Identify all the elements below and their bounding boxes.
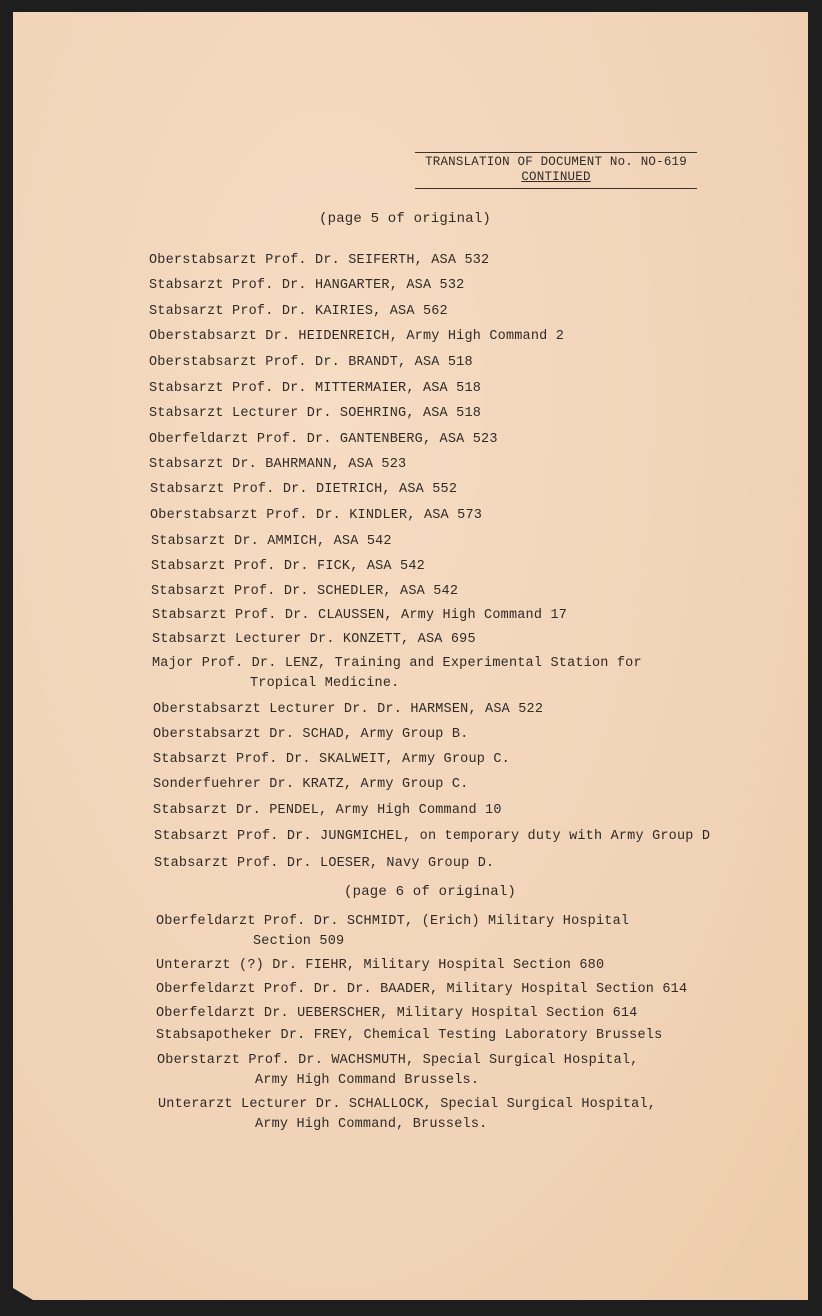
list-item: Oberstabsarzt Prof. Dr. BRANDT, ASA 518	[149, 355, 473, 370]
page-5-marker: (page 5 of original)	[319, 211, 492, 227]
list-item: Stabsarzt Lecturer Dr. KONZETT, ASA 695	[152, 632, 476, 647]
list-item: Stabsarzt Dr. AMMICH, ASA 542	[151, 534, 392, 549]
list-item: Stabsarzt Prof. Dr. CLAUSSEN, Army High Command 17	[152, 608, 568, 623]
list-item: Oberfeldarzt Prof. Dr. Dr. BAADER, Military Hospital Section 614	[156, 982, 688, 997]
list-item: Stabsarzt Prof. Dr. DIETRICH, ASA 552	[150, 482, 458, 497]
header-bottom-rule	[415, 188, 697, 189]
list-item: Oberstabsarzt Dr. HEIDENREICH, Army High Command 2	[149, 329, 565, 344]
list-item: Stabsarzt Prof. Dr. LOESER, Navy Group D.	[154, 856, 495, 871]
document-header	[415, 152, 697, 189]
list-item: Oberstabsarzt Dr. SCHAD, Army Group B.	[153, 727, 469, 742]
header-top-rule	[415, 152, 697, 153]
list-item: Major Prof. Dr. LENZ, Training and Experimental Station for	[152, 656, 642, 671]
list-item: Unterarzt Lecturer Dr. SCHALLOCK, Special Surgical Hospital,	[158, 1097, 657, 1112]
list-item: Sonderfuehrer Dr. KRATZ, Army Group C.	[153, 777, 469, 792]
list-item-continuation: Army High Command, Brussels.	[255, 1117, 488, 1132]
header-title: TRANSLATION OF DOCUMENT No. NO-619	[425, 155, 687, 169]
list-item: Oberstabsarzt Prof. Dr. KINDLER, ASA 573	[150, 508, 483, 523]
header-subtitle: CONTINUED	[521, 170, 591, 184]
list-item: Oberstabsarzt Lecturer Dr. Dr. HARMSEN, ASA 522	[153, 702, 544, 717]
list-item: Stabsarzt Prof. Dr. JUNGMICHEL, on temporary duty with Army Group D	[154, 829, 711, 844]
document-page	[13, 12, 808, 1300]
list-item: Oberfeldarzt Prof. Dr. SCHMIDT, (Erich) Military Hospital	[156, 914, 630, 929]
list-item-continuation: Army High Command Brussels.	[255, 1073, 480, 1088]
torn-corner	[13, 1288, 33, 1300]
list-item: Stabsarzt Prof. Dr. HANGARTER, ASA 532	[149, 278, 465, 293]
list-item: Stabsarzt Dr. PENDEL, Army High Command 10	[153, 803, 502, 818]
list-item: Stabsarzt Prof. Dr. KAIRIES, ASA 562	[149, 304, 448, 319]
list-item: Stabsarzt Prof. Dr. SCHEDLER, ASA 542	[151, 584, 459, 599]
list-item: Stabsarzt Prof. Dr. SKALWEIT, Army Group C.	[153, 752, 510, 767]
list-item: Stabsapotheker Dr. FREY, Chemical Testing Laboratory Brussels	[156, 1028, 663, 1043]
list-item: Stabsarzt Prof. Dr. MITTERMAIER, ASA 518	[149, 381, 482, 396]
list-item: Oberfeldarzt Dr. UEBERSCHER, Military Hospital Section 614	[156, 1006, 638, 1021]
list-item: Stabsarzt Dr. BAHRMANN, ASA 523	[149, 457, 407, 472]
list-item: Stabsarzt Prof. Dr. FICK, ASA 542	[151, 559, 425, 574]
list-item: Oberstabsarzt Prof. Dr. SEIFERTH, ASA 532	[149, 253, 490, 268]
list-item-continuation: Tropical Medicine.	[250, 676, 400, 691]
list-item-continuation: Section 509	[253, 934, 345, 949]
list-item: Oberfeldarzt Prof. Dr. GANTENBERG, ASA 523	[149, 432, 498, 447]
list-item: Stabsarzt Lecturer Dr. SOEHRING, ASA 518	[149, 406, 482, 421]
page-6-marker: (page 6 of original)	[344, 884, 517, 900]
list-item: Oberstarzt Prof. Dr. WACHSMUTH, Special Surgical Hospital,	[157, 1053, 639, 1068]
list-item: Unterarzt (?) Dr. FIEHR, Military Hospital Section 680	[156, 958, 605, 973]
